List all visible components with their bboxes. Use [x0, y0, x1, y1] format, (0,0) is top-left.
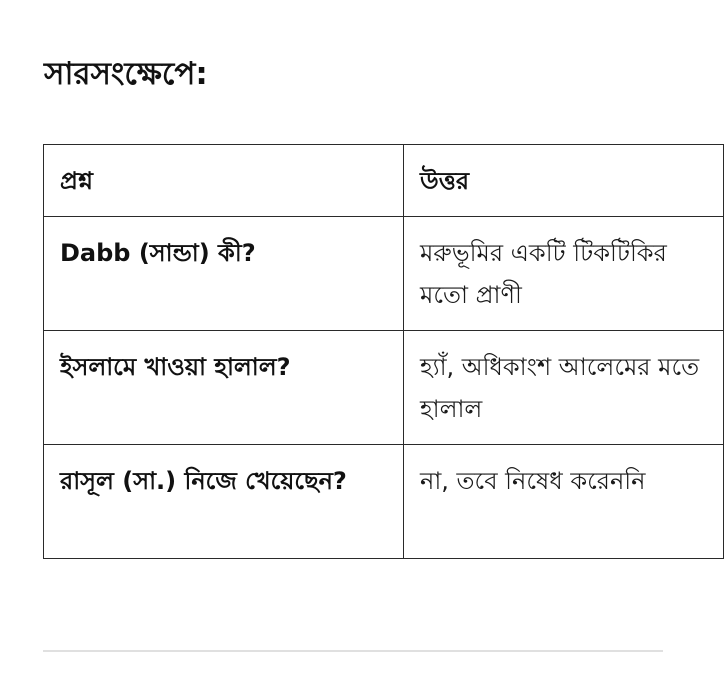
bottom-divider — [43, 650, 663, 652]
answer-cell — [404, 217, 724, 331]
summary-table — [43, 144, 724, 559]
answer-text: হ্যাঁ, অধিকাংশ আলেমের মতে হালাল — [420, 353, 700, 423]
question-cell: ইসলামে খাওয়া হালাল? — [44, 331, 404, 445]
table-header-row — [44, 145, 724, 217]
table-row — [44, 331, 724, 445]
answer-text: মরুভূমির একটি টিকটিকির মতো প্রাণী — [420, 239, 667, 309]
summary-table-container — [43, 144, 700, 559]
question-cell: Dabb (সান্ডা) কী? — [44, 217, 404, 331]
column-header-answer: উত্তর — [404, 145, 724, 217]
answer-text: না, তবে নিষেধ করেননি — [420, 467, 646, 495]
summary-heading: সারসংক্ষেপে: — [44, 56, 208, 92]
question-cell: রাসূল (সা.) নিজে খেয়েছেন? — [44, 445, 404, 559]
table-row — [44, 445, 724, 559]
answer-cell — [404, 331, 724, 445]
table-row — [44, 217, 724, 331]
answer-cell — [404, 445, 724, 559]
column-header-question: প্রশ্ন — [44, 145, 404, 217]
